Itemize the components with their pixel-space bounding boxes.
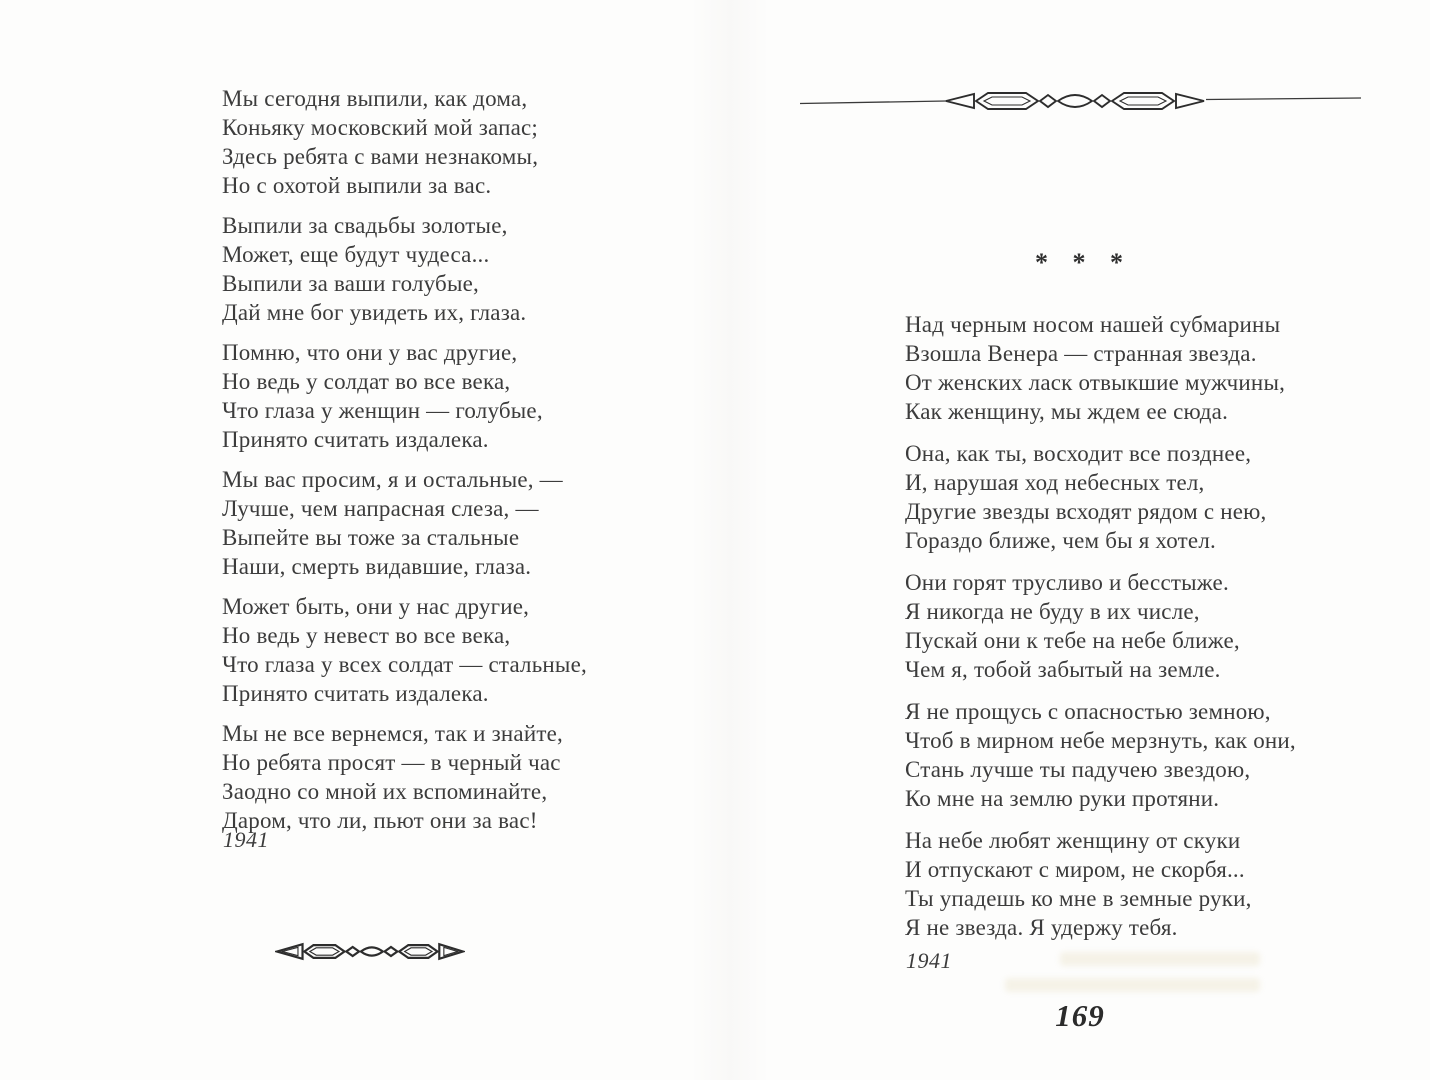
stanza	[905, 310, 1285, 426]
poem-line: Ко мне на землю руки протяни.	[905, 786, 1220, 811]
poem-line: Принято считать издалека.	[222, 681, 489, 706]
poem-line: Стань лучше ты падучею звездою,	[905, 757, 1251, 782]
poem-line: Ты упадешь ко мне в земные руки,	[905, 886, 1252, 911]
poem-line: И отпускают с миром, не скорбя...	[905, 857, 1245, 882]
poem-line: Здесь ребята с вами незнакомы,	[222, 144, 539, 169]
stanza	[222, 465, 602, 581]
stanza	[905, 697, 1296, 813]
poem-line: Я не прощусь с опасностью земною,	[905, 699, 1271, 724]
poem-line: Коньяку московский мой запас;	[222, 115, 539, 140]
stanza	[905, 568, 1285, 684]
headpiece-rule-ornament-icon	[798, 86, 1363, 114]
poem-line: Выпили за свадьбы золотые,	[222, 213, 508, 238]
poem-line: Лучше, чем напрасная слеза, —	[222, 496, 539, 521]
stanza	[222, 719, 602, 835]
poem-line: Помню, что они у вас другие,	[222, 340, 518, 365]
poem-line: Чем я, тобой забытый на земле.	[905, 657, 1221, 682]
poem-date-left: 1941	[223, 827, 269, 852]
poem-line: Как женщину, мы ждем ее сюда.	[905, 399, 1229, 424]
section-marker-asterisks: * * *	[1035, 248, 1125, 277]
poem-line: Мы не все вернемся, так и знайте,	[222, 721, 563, 746]
poem-line: Что глаза у всех солдат — стальные,	[222, 652, 587, 677]
stanza	[905, 826, 1285, 942]
poem-line: Наши, смерть видавшие, глаза.	[222, 554, 532, 579]
poem-line: Но с охотой выпили за вас.	[222, 173, 492, 198]
poem-line: На небе любят женщину от скуки	[905, 828, 1241, 853]
poem-line: Но ведь у невест во все века,	[222, 623, 511, 648]
poem-line: Выпейте вы тоже за стальные	[222, 525, 520, 550]
poem-line: Может быть, они у нас другие,	[222, 594, 530, 619]
stanza	[222, 211, 602, 327]
poem-line: Взошла Венера — странная звезда.	[905, 341, 1257, 366]
poem-line: Но ведь у солдат во все века,	[222, 369, 511, 394]
poem-line: Выпили за ваши голубые,	[222, 271, 479, 296]
poem-line: Гораздо ближе, чем бы я хотел.	[905, 528, 1216, 553]
poem-line: Чтоб в мирном небе мерзнуть, как они,	[905, 728, 1296, 753]
page-gutter-shade	[690, 0, 770, 1080]
poem-line: И, нарушая ход небесных тел,	[905, 470, 1205, 495]
poem-line: Я никогда не буду в их числе,	[905, 599, 1200, 624]
poem-line: Мы сегодня выпили, как дома,	[222, 86, 528, 111]
poem-line: Я не звезда. Я удержу тебя.	[905, 915, 1178, 940]
poem-line: Над черным носом нашей субмарины	[905, 312, 1281, 337]
poem-text-left	[222, 84, 602, 846]
stanza	[222, 84, 602, 200]
poem-line: Они горят трусливо и бесстыже.	[905, 570, 1229, 595]
poem-line: Даром, что ли, пьют они за вас!	[222, 808, 538, 833]
page-showthrough-smudge	[1005, 978, 1260, 992]
poem-line: Что глаза у женщин — голубые,	[222, 398, 543, 423]
poem-date-right: 1941	[906, 948, 952, 973]
poem-line: От женских ласк отвыкшие мужчины,	[905, 370, 1286, 395]
stanza	[222, 338, 602, 454]
poem-line: Мы вас просим, я и остальные, —	[222, 467, 563, 492]
stanza	[222, 592, 602, 708]
poem-line: Заодно со мной их вспоминайте,	[222, 779, 548, 804]
poem-line: Пускай они к тебе на небе ближе,	[905, 628, 1240, 653]
poem-line: Она, как ты, восходит все позднее,	[905, 441, 1252, 466]
stanza	[905, 439, 1285, 555]
poem-text-right	[905, 310, 1296, 955]
poem-line: Другие звезды всходят рядом с нею,	[905, 499, 1267, 524]
tailpiece-divider-ornament-icon	[275, 936, 465, 967]
poem-line: Принято считать издалека.	[222, 427, 489, 452]
poem-line: Но ребята просят — в черный час	[222, 750, 561, 775]
poem-line: Дай мне бог увидеть их, глаза.	[222, 300, 527, 325]
poem-line: Может, еще будут чудеса...	[222, 242, 490, 267]
page-number: 169	[1055, 998, 1105, 1033]
